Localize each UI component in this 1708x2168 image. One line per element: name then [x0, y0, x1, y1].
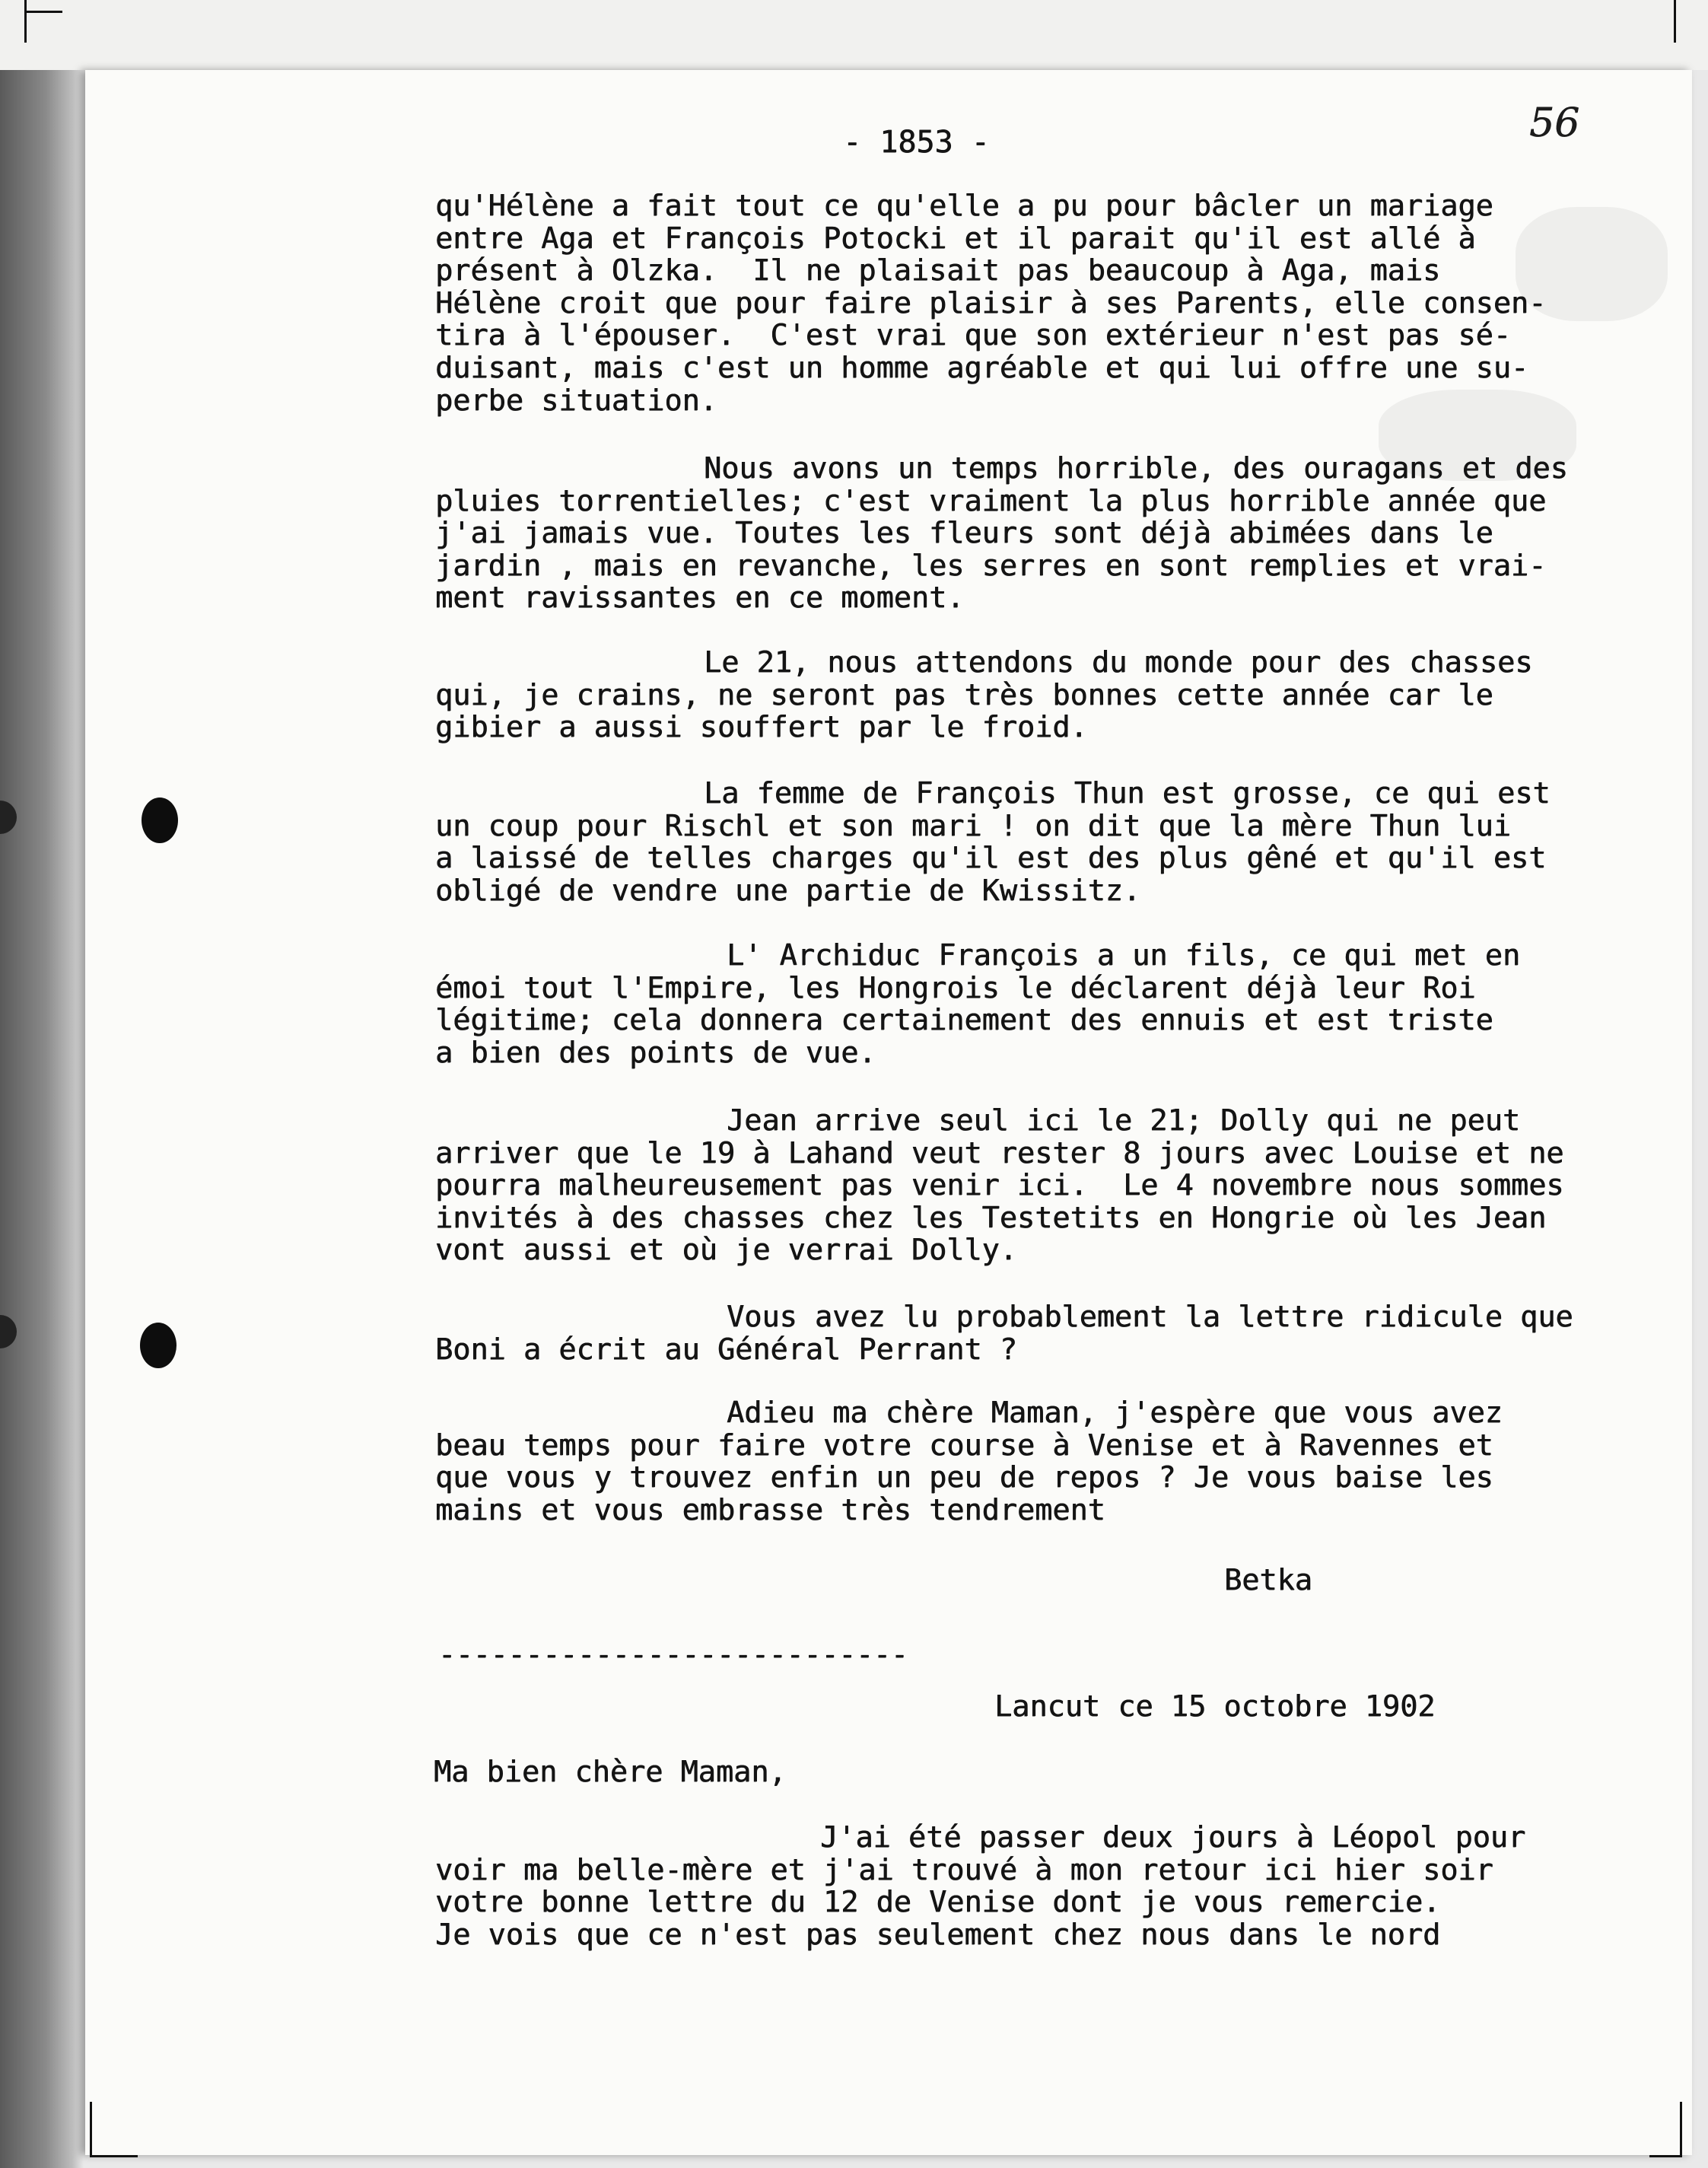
text-line: pourra malheureusement pas venir ici. Le 4 novembre nous sommes — [435, 1168, 1564, 1202]
salutation: Ma bien chère Maman, — [434, 1755, 787, 1789]
text-line: un coup pour Rischl et son mari ! on dit que la mère Thun lui — [435, 809, 1511, 843]
text-line: j'ai jamais vue. Toutes les fleurs sont déjà abimées dans le — [435, 516, 1493, 550]
text-line: présent à Olzka. Il ne plaisait pas beaucoup à Aga, mais — [435, 253, 1441, 288]
text-line: beau temps pour faire votre course à Venise et à Ravennes et — [435, 1428, 1493, 1463]
text-line: J'ai été passer deux jours à Léopol pour — [820, 1820, 1526, 1854]
text-line: Vous avez lu probablement la lettre ridicule que — [727, 1300, 1573, 1334]
text-line: perbe situation. — [435, 384, 717, 418]
text-line: Je vois que ce n'est pas seulement chez nous dans le nord — [435, 1918, 1441, 1952]
text-line: voir ma belle-mère et j'ai trouvé à mon retour ici hier soir — [435, 1853, 1493, 1887]
text-line: L' Archiduc François a un fils, ce qui met en — [727, 938, 1521, 973]
text-line: jardin , mais en revanche, les serres en sont remplies et vrai- — [435, 549, 1547, 583]
text-line: qu'Hélène a fait tout ce qu'elle a pu pour bâcler un mariage — [435, 189, 1493, 223]
text-line: invités à des chasses chez les Testetits en Hongrie où les Jean — [435, 1201, 1547, 1235]
text-line: Jean arrive seul ici le 21; Dolly qui ne peut — [727, 1103, 1521, 1138]
text-line: La femme de François Thun est grosse, ce qui est — [704, 776, 1551, 810]
text-line: mains et vous embrasse très tendrement — [435, 1493, 1105, 1527]
signature: Betka — [1224, 1563, 1312, 1597]
text-line: qui, je crains, ne seront pas très bonnes cette année car le — [435, 678, 1493, 712]
letter-separator: --------------------------- — [438, 1638, 908, 1671]
text-line: émoi tout l'Empire, les Hongrois le déclarent déjà leur Roi — [435, 971, 1476, 1005]
text-line: Nous avons un temps horrible, des ouragans et des — [704, 451, 1568, 485]
place-date-line: Lancut ce 15 octobre 1902 — [994, 1689, 1436, 1724]
text-line: vont aussi et où je verrai Dolly. — [435, 1233, 1017, 1267]
text-line: duisant, mais c'est un homme agréable et qui lui offre une su- — [435, 351, 1529, 385]
text-line: entre Aga et François Potocki et il parait qu'il est allé à — [435, 221, 1476, 256]
text-line: a laissé de telles charges qu'il est des plus gêné et qu'il est — [435, 841, 1547, 875]
text-line: tira à l'épouser. C'est vrai que son extérieur n'est pas sé- — [435, 318, 1511, 352]
text-line: obligé de vendre une partie de Kwissitz. — [435, 874, 1141, 908]
page-number: - 1853 - — [843, 125, 990, 160]
folio-number: 56 — [1529, 100, 1580, 146]
text-line: a bien des points de vue. — [435, 1036, 876, 1070]
text-line: arriver que le 19 à Lahand veut rester 8 jours avec Louise et ne — [435, 1136, 1564, 1170]
text-line: légitime; cela donnera certainement des ennuis et est triste — [435, 1003, 1493, 1037]
text-line: Le 21, nous attendons du monde pour des chasses — [704, 645, 1533, 680]
text-line: pluies torrentielles; c'est vraiment la plus horrible année que — [435, 484, 1547, 518]
text-line: Boni a écrit au Général Perrant ? — [435, 1332, 1017, 1367]
text-line: Adieu ma chère Maman, j'espère que vous avez — [727, 1396, 1503, 1430]
text-line: ment ravissantes en ce moment. — [435, 581, 965, 615]
text-line: Hélène croit que pour faire plaisir à ses Parents, elle consen- — [435, 286, 1547, 320]
text-line: gibier a aussi souffert par le froid. — [435, 710, 1088, 744]
text-line: votre bonne lettre du 12 de Venise dont je vous remercie. — [435, 1885, 1441, 1919]
text-line: que vous y trouvez enfin un peu de repos ? Je vous baise les — [435, 1460, 1493, 1495]
